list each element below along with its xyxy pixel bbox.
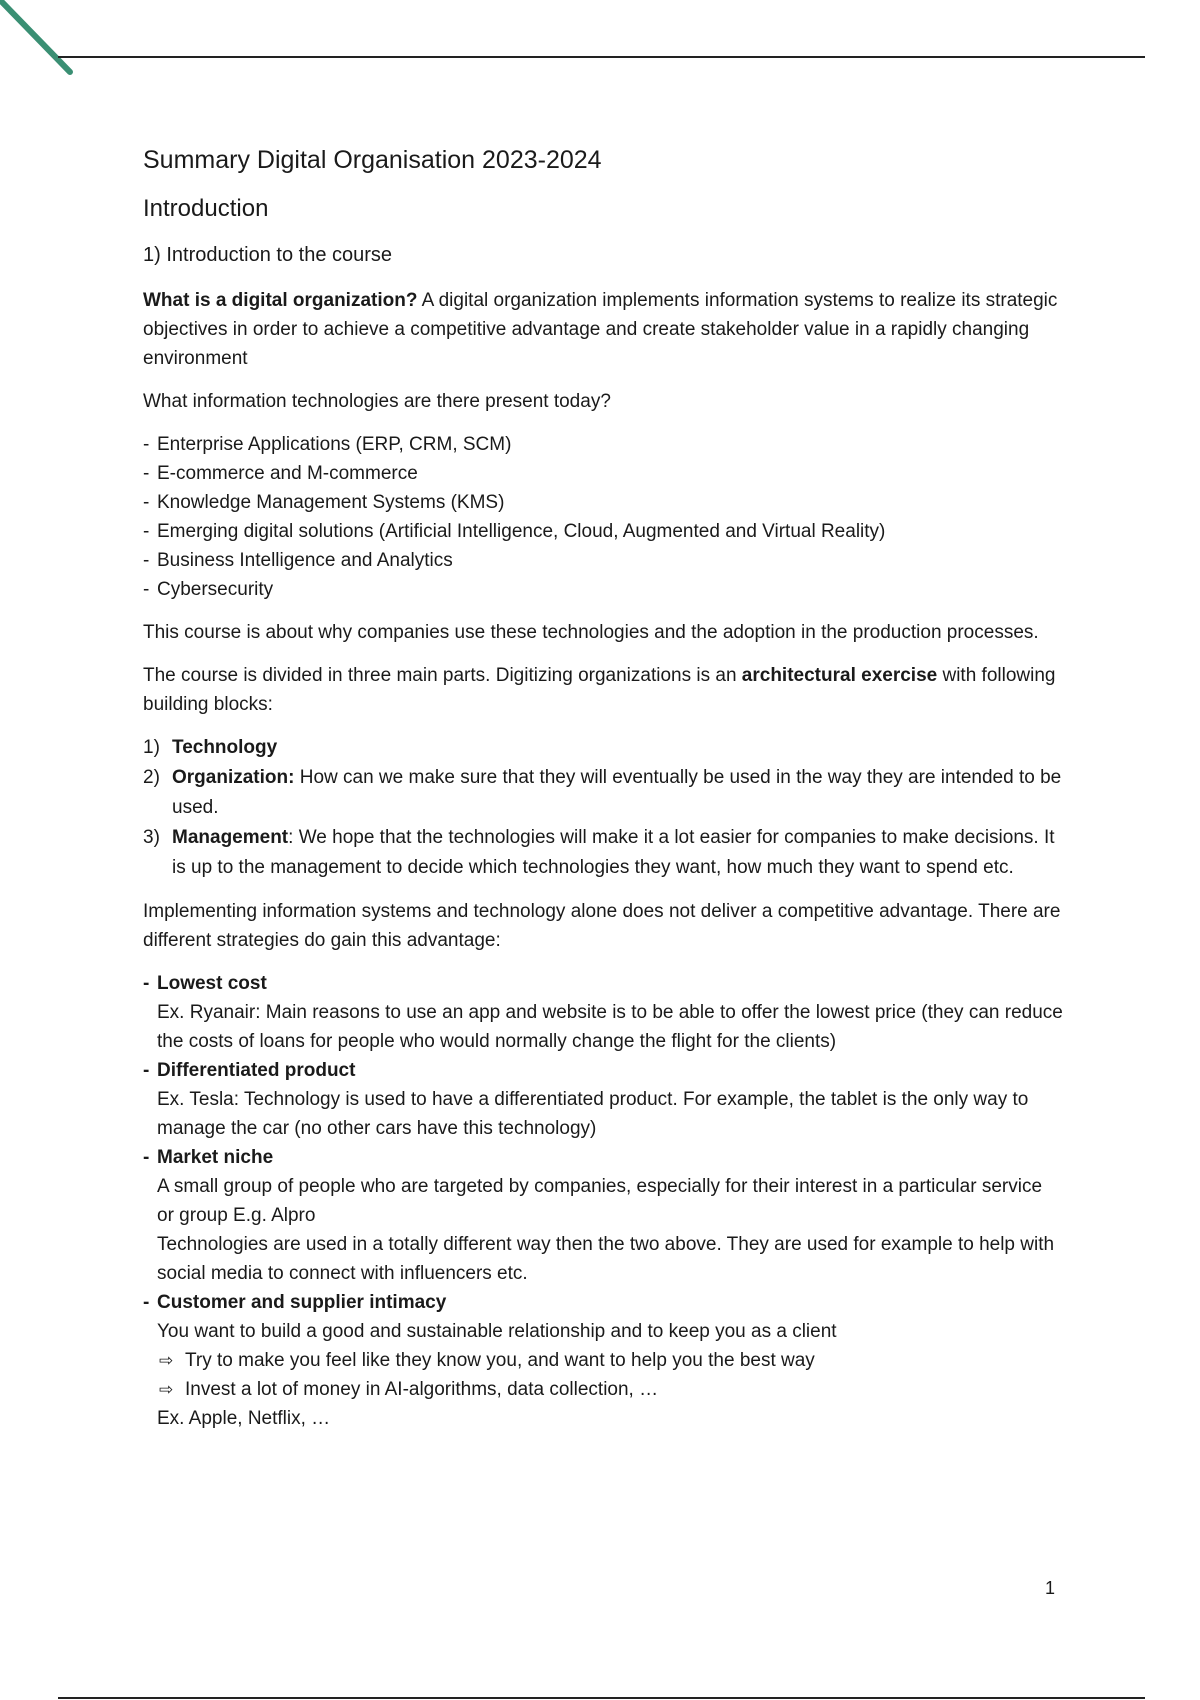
- list-number: 3): [143, 827, 160, 848]
- list-item: [143, 733, 1063, 763]
- footer-rule: [58, 1697, 1145, 1699]
- implementing-paragraph: Implementing information systems and technology alone does not deliver a competitive advantage. There are different strategies do gain this advantage:: [143, 901, 1061, 951]
- strategy-title: - Customer and supplier intimacy: [157, 1292, 447, 1313]
- strategy-customer-intimacy: [143, 1288, 1063, 1433]
- list-item-label: Technology: [172, 737, 278, 758]
- corner-pen-mark: [0, 0, 80, 80]
- list-item-label: Organization:: [172, 767, 295, 788]
- strategy-text: Ex. Ryanair: Main reasons to use an app and website is to be able to offer the lowest price (they can reduce the costs of loans for people who would normally change the flight for the clients): [157, 1002, 1063, 1052]
- subsection-heading: 1) Introduction to the course: [143, 244, 393, 266]
- course-parts-text: The course is divided in three main parts. Digitizing organizations is an: [143, 665, 742, 686]
- list-item-text: : We hope that the technologies will make it a lot easier for companies to make decisions. It is up to the management to decide which technologies they want, how much they want to spend etc.: [172, 827, 1055, 878]
- list-item-text: How can we make sure that they will eventually be used in the way they are intended to be used.: [172, 767, 1062, 818]
- header-rule: [58, 56, 1145, 58]
- building-blocks-list: [143, 733, 1063, 883]
- document-page: [143, 144, 1063, 1433]
- list-item: [143, 763, 1063, 823]
- document-title: Summary Digital Organisation 2023-2024: [143, 146, 602, 174]
- list-item: - E-commerce and M-commerce: [143, 459, 1063, 488]
- strategy-text: Technologies are used in a totally different way then the two above. They are used for example to help with social media to connect with influencers etc.: [157, 1234, 1055, 1284]
- list-number: 2): [143, 767, 160, 788]
- definition-paragraph: [143, 286, 1063, 373]
- arrow-right-icon: ⇨: [159, 1380, 174, 1399]
- technology-list: [143, 430, 1063, 604]
- strategy-title: - Differentiated product: [157, 1060, 356, 1081]
- strategy-differentiated-product: [143, 1056, 1063, 1143]
- arrow-bullet: [157, 1346, 1063, 1375]
- list-item: - Knowledge Management Systems (KMS): [143, 488, 1063, 517]
- course-parts-bold: architectural exercise: [741, 665, 938, 686]
- list-item: - Business Intelligence and Analytics: [143, 546, 1063, 575]
- strategy-text: Ex. Apple, Netflix, …: [157, 1408, 331, 1429]
- page-number: 1: [1045, 1578, 1056, 1598]
- course-parts-text-end: with following building blocks:: [143, 665, 1056, 715]
- course-parts-paragraph: [143, 661, 1063, 719]
- list-number: 1): [143, 737, 160, 758]
- strategy-lowest-cost: [143, 969, 1063, 1056]
- arrow-bullet: [157, 1375, 1063, 1404]
- list-item: - Cybersecurity: [143, 575, 1063, 604]
- strategy-market-niche: [143, 1143, 1063, 1288]
- list-item: - Enterprise Applications (ERP, CRM, SCM): [143, 430, 1063, 459]
- strategy-text: Ex. Tesla: Technology is used to have a differentiated product. For example, the tablet is the only way to manage the car (no other cars have this technology): [157, 1089, 1029, 1139]
- definition-text: A digital organization implements information systems to realize its strategic objectives in order to achieve a competitive advantage and create stakeholder value in a rapidly changing environment: [143, 290, 1058, 369]
- strategy-list: [143, 969, 1063, 1433]
- strategy-title: - Market niche: [157, 1147, 274, 1168]
- strategy-title: - Lowest cost: [157, 973, 267, 994]
- list-item-label: Management: [172, 827, 289, 848]
- arrow-right-icon: ⇨: [159, 1351, 174, 1370]
- question-paragraph: What information technologies are there present today?: [143, 391, 611, 412]
- arrow-bullet-text: Try to make you feel like they know you, and want to help you the best way: [185, 1350, 815, 1371]
- list-item: - Emerging digital solutions (Artificial Intelligence, Cloud, Augmented and Virtual Reality): [143, 517, 1063, 546]
- strategy-text: A small group of people who are targeted by companies, especially for their interest in a particular service or group E.g. Alpro: [157, 1176, 1043, 1226]
- list-item: [143, 823, 1063, 883]
- definition-term: What is a digital organization?: [143, 290, 418, 311]
- section-heading: Introduction: [143, 195, 269, 222]
- course-about-paragraph: This course is about why companies use these technologies and the adoption in the production processes.: [143, 622, 1039, 643]
- strategy-text: You want to build a good and sustainable relationship and to keep you as a client: [157, 1321, 837, 1342]
- arrow-bullet-text: Invest a lot of money in AI-algorithms, data collection, …: [185, 1379, 659, 1400]
